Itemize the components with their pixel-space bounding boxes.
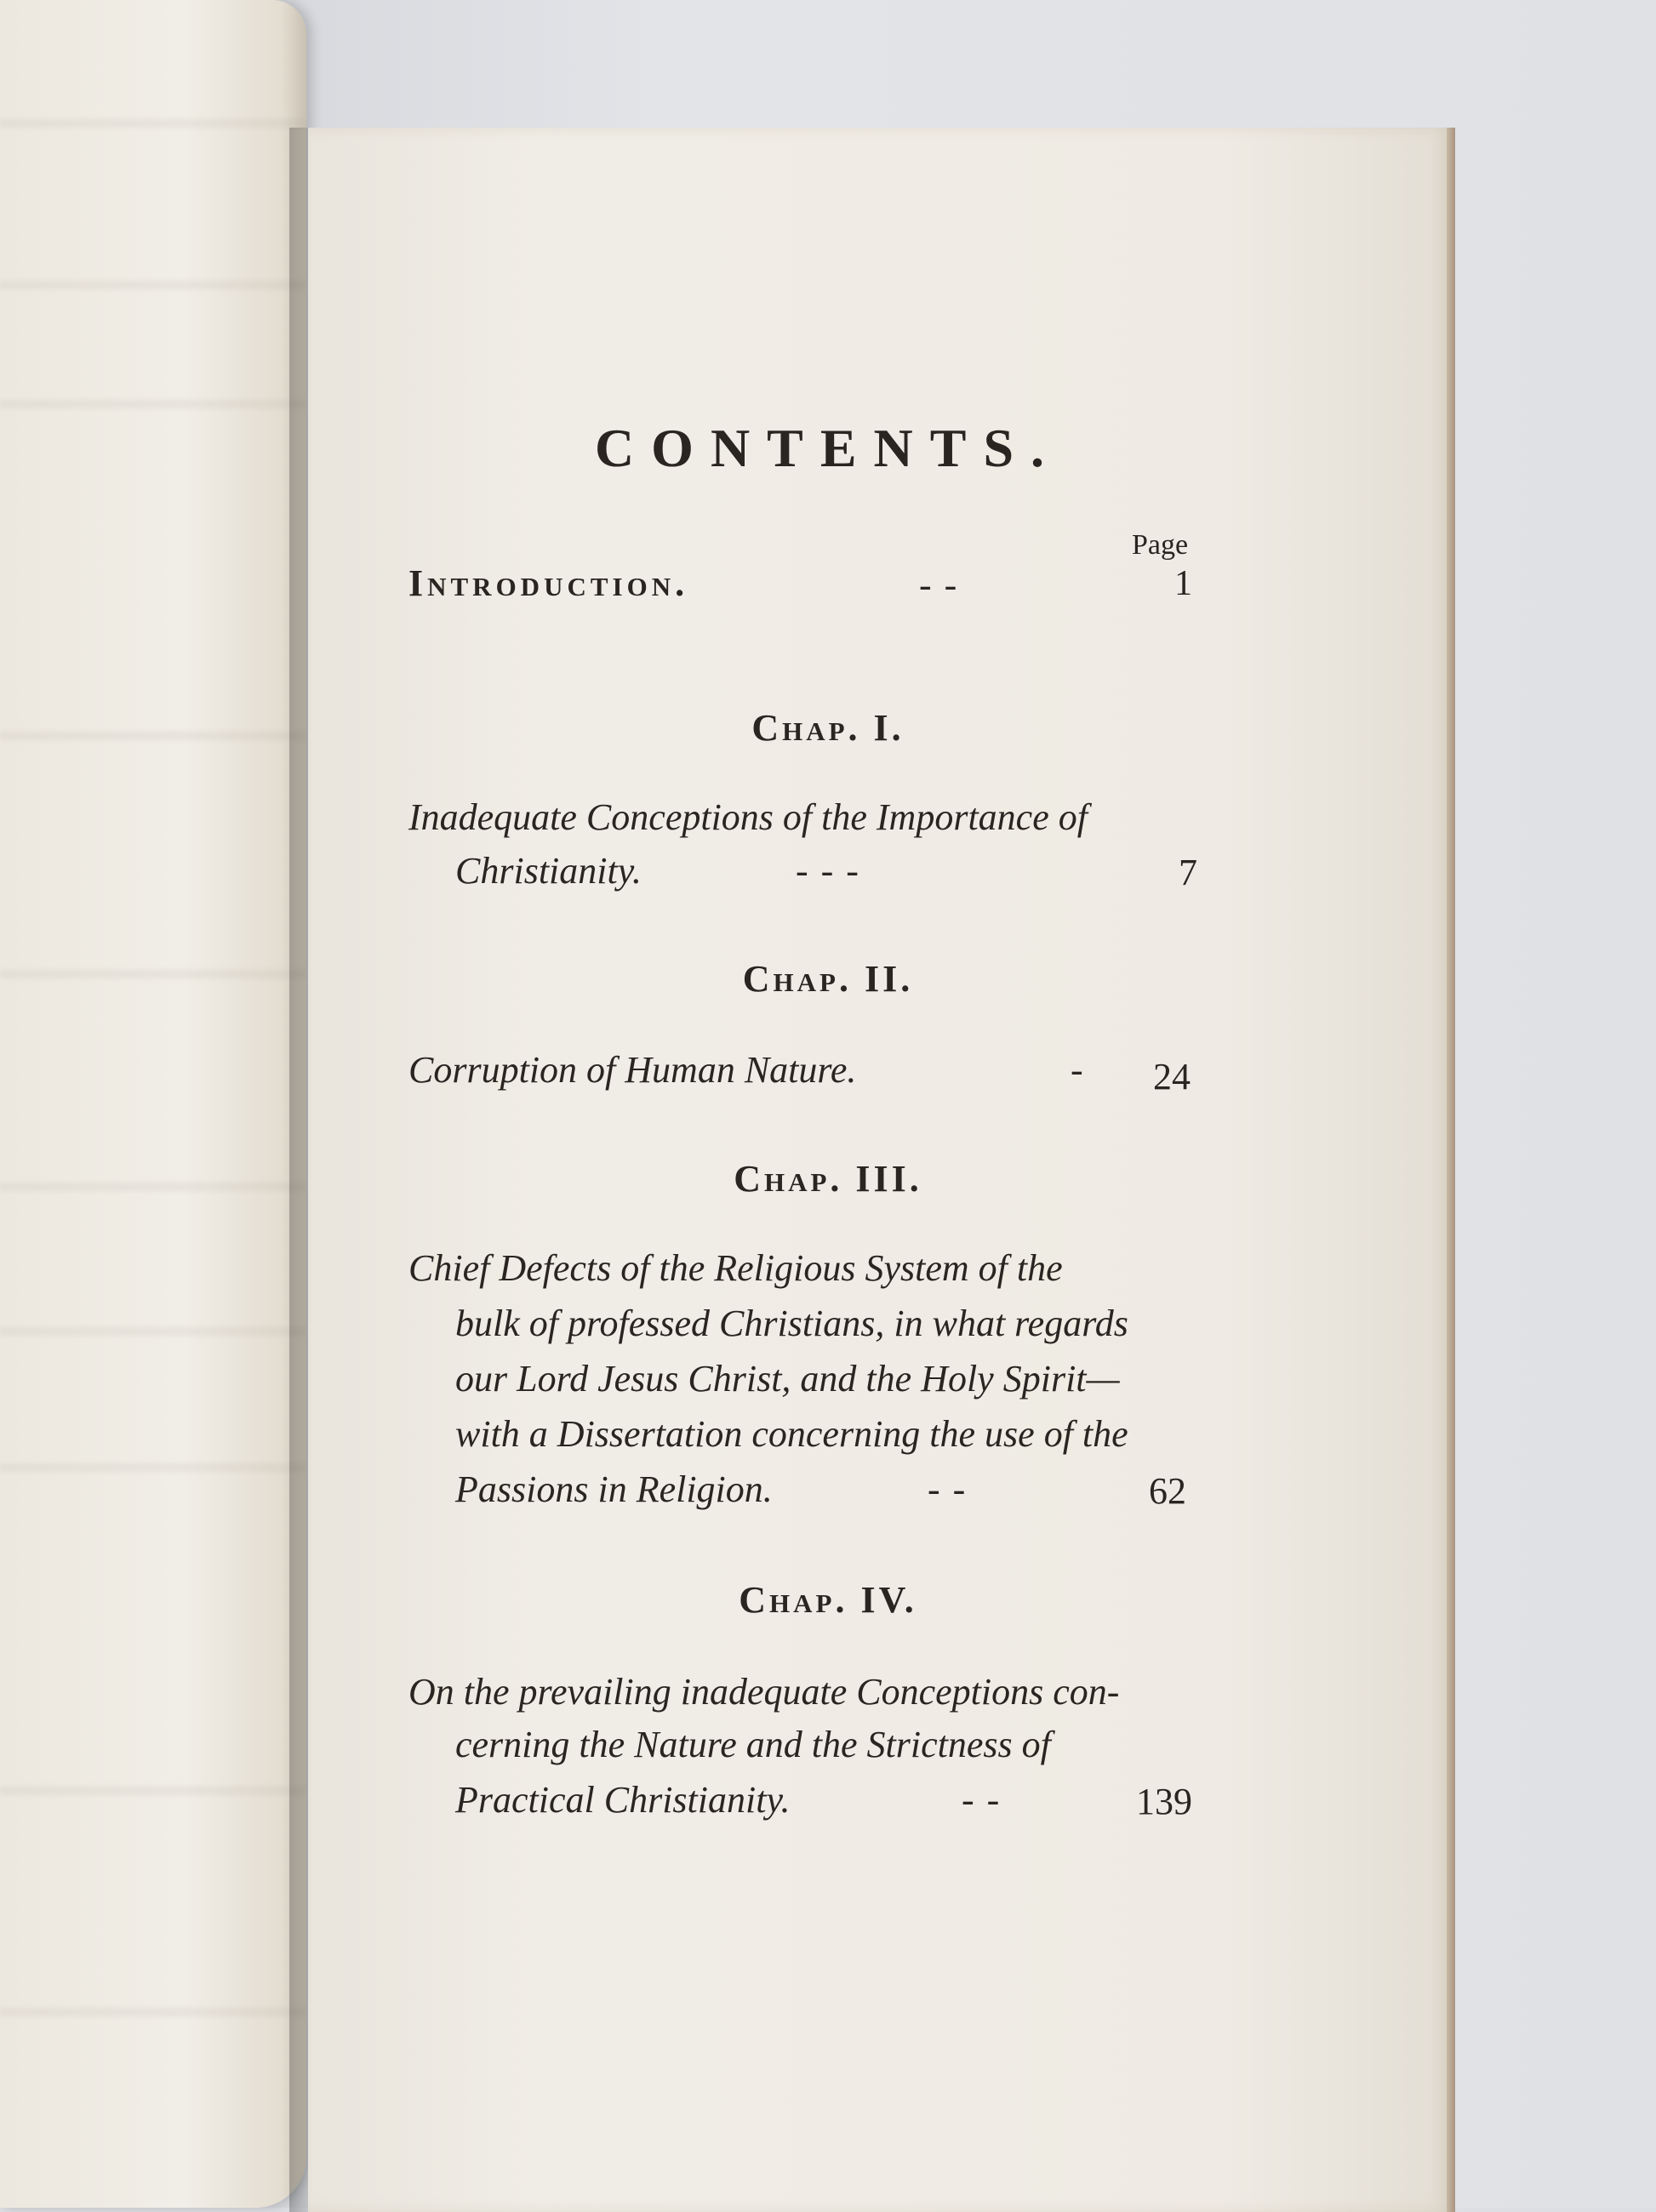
introduction-page-number: 1 [1174,564,1192,603]
chapter-3-line-2: bulk of professed Christians, in what regards [455,1303,1128,1344]
chapter-3-dashes: - - [928,1468,968,1510]
chapter-4-dashes: - - [962,1779,1002,1821]
chapter-4-line-1: On the prevailing inadequate Conceptions con- [408,1671,1120,1713]
chapter-4-heading: Chap. IV. [739,1579,917,1621]
chapter-1-line-1: Inadequate Conceptions of the Importance of [408,796,1088,838]
chapter-4-line-3: Practical Christianity. [455,1779,791,1821]
chapter-2-heading: Chap. II. [742,958,914,1000]
introduction-dashes: - - [919,564,959,606]
chapter-2-page-number: 24 [1153,1056,1191,1097]
chapter-1-heading: Chap. I. [751,707,905,749]
chapter-3-line-3: our Lord Jesus Christ, and the Holy Spirit— [455,1358,1120,1400]
chapter-1-dashes: - - - [796,850,860,892]
chapter-2-dashes: - [1071,1049,1085,1091]
introduction-entry: Introduction. [408,562,689,604]
chapter-4-page-number: 139 [1136,1781,1192,1822]
chapter-1-line-2: Christianity. [455,850,642,892]
left-page [0,0,306,2208]
chapter-3-page-number: 62 [1149,1470,1186,1512]
chapter-3-line-5: Passions in Religion. [455,1468,773,1510]
chapter-3-line-4: with a Dissertation concerning the use of the [455,1413,1128,1455]
chapter-3-heading: Chap. III. [734,1158,922,1200]
chapter-3-line-1: Chief Defects of the Religious System of the [408,1247,1063,1289]
chapter-2-line-1: Corruption of Human Nature. [408,1049,857,1091]
chapter-1-page-number: 7 [1179,852,1197,893]
page-column-label: Page [1132,529,1189,561]
page-title: CONTENTS. [594,418,1062,478]
chapter-4-line-2: cerning the Nature and the Strictness of [455,1724,1051,1765]
